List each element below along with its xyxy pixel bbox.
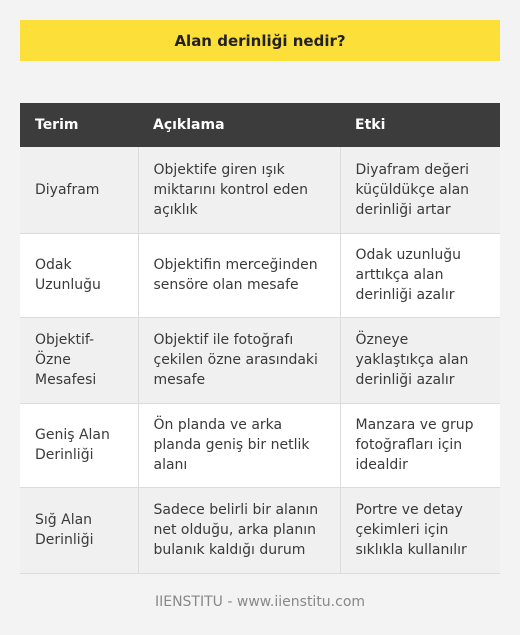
- table-row: [20, 487, 500, 573]
- cell-description: Objektif ile fotoğrafı çekilen özne arasındaki mesafe: [138, 317, 340, 403]
- cell-effect: Diyafram değeri küçüldükçe alan derinliği artar: [340, 147, 500, 233]
- cell-description: Objektifin merceğinden sensöre olan mesafe: [138, 233, 340, 317]
- table-row: [20, 233, 500, 317]
- header-term: Terim: [20, 103, 138, 147]
- cell-effect: Odak uzunluğu arttıkça alan derinliği azalır: [340, 233, 500, 317]
- table-row: [20, 403, 500, 487]
- cell-term: Diyafram: [20, 147, 138, 233]
- cell-description: Objektife giren ışık miktarını kontrol eden açıklık: [138, 147, 340, 233]
- cell-description: Ön planda ve arka planda geniş bir netlik alanı: [138, 403, 340, 487]
- cell-effect: Portre ve detay çekimleri için sıklıkla kullanılır: [340, 487, 500, 573]
- cell-term: Objektif-Özne Mesafesi: [20, 317, 138, 403]
- footer-credit: IIENSTITU - www.iienstitu.com: [154, 594, 366, 610]
- cell-effect: Manzara ve grup fotoğrafları için idealdir: [340, 403, 500, 487]
- table-row: [20, 317, 500, 403]
- cell-description: Sadece belirli bir alanın net olduğu, arka planın bulanık kaldığı durum: [138, 487, 340, 573]
- cell-term: Sığ Alan Derinliği: [20, 487, 138, 573]
- cell-term: Geniş Alan Derinliği: [20, 403, 138, 487]
- header-description: Açıklama: [138, 103, 340, 147]
- page-title: Alan derinliği nedir?: [20, 20, 500, 61]
- cell-effect: Özneye yaklaştıkça alan derinliği azalır: [340, 317, 500, 403]
- table-header-row: [20, 103, 500, 147]
- cell-term: Odak Uzunluğu: [20, 233, 138, 317]
- table-row: [20, 147, 500, 233]
- data-table: [20, 103, 500, 574]
- header-effect: Etki: [340, 103, 500, 147]
